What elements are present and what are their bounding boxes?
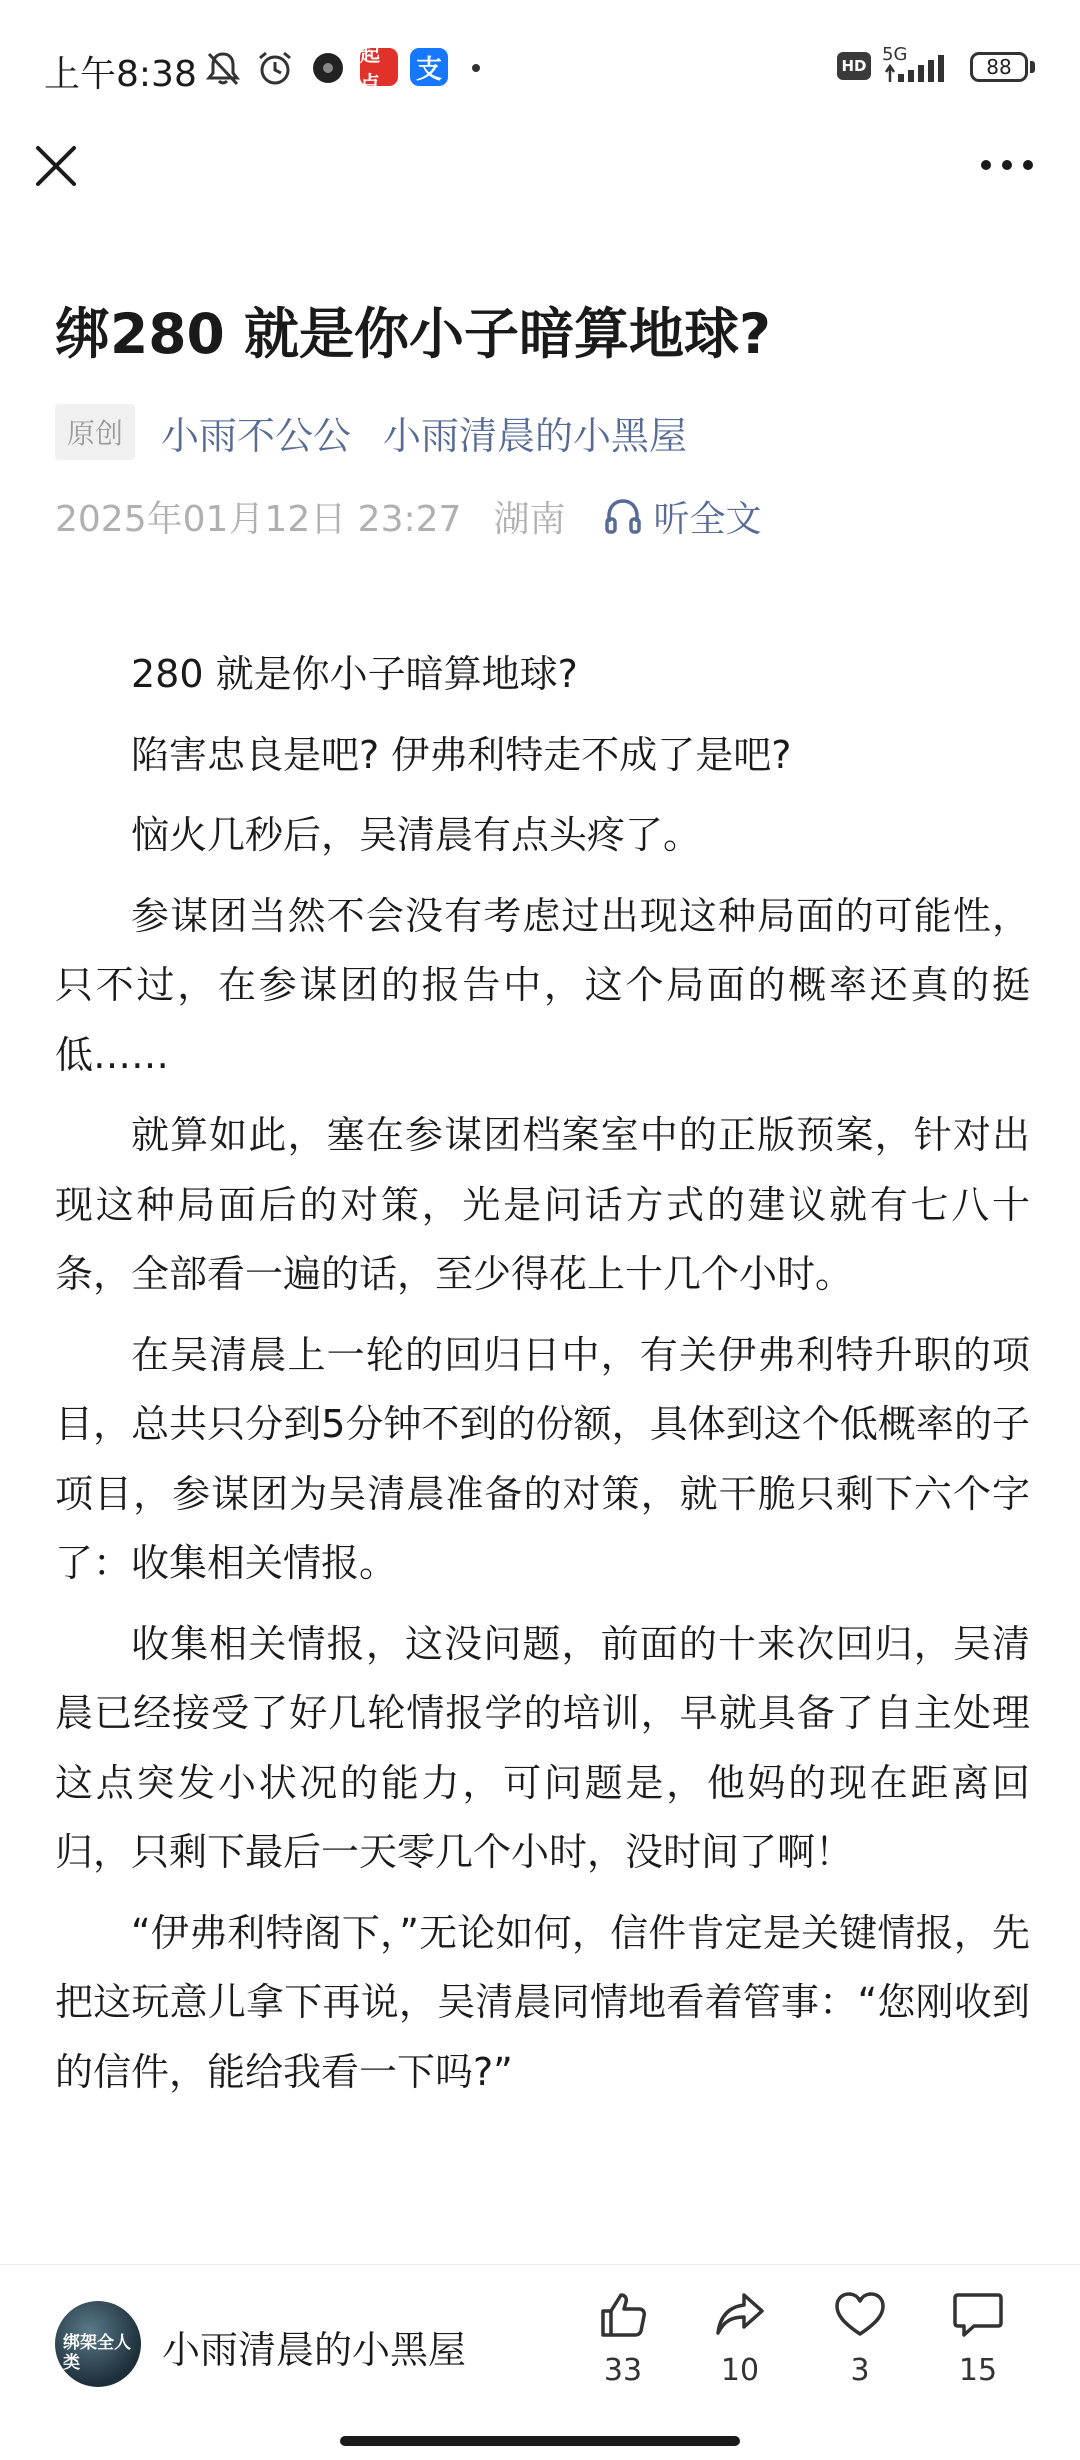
article-paragraph: 在吴清晨上一轮的回归日中，有关伊弗利特升职的项目，总共只分到5分钟不到的份额，具体到这个低概率的子项目，参谋团为吴清晨准备的对策，就干脆只剩下六个字了：收集相关情报。 <box>55 1332 1030 1585</box>
more-notifications-dot <box>472 64 480 72</box>
home-indicator[interactable] <box>340 2436 740 2446</box>
favorite-count: 3 <box>850 2353 870 2388</box>
favorite-button[interactable] <box>820 2287 900 2388</box>
article-meta <box>55 404 719 460</box>
original-tag: 原创 <box>55 404 135 460</box>
article-paragraph: 参谋团当然不会没有考虑过出现这种局面的可能性，只不过，在参谋团的报告中，这个局面的概率还真的挺低…… <box>55 893 1030 1077</box>
close-icon[interactable] <box>30 140 82 192</box>
comment-count: 15 <box>958 2353 998 2388</box>
status-time: 上午8:38 <box>44 54 197 95</box>
status-bar <box>0 0 1080 140</box>
network-type: 5G <box>882 44 908 65</box>
article-body <box>55 640 1030 2252</box>
account-link[interactable]: 小雨清晨的小黑屋 <box>383 413 688 458</box>
like-count: 33 <box>603 2353 643 2388</box>
more-options-icon[interactable] <box>980 150 1034 180</box>
like-button[interactable] <box>583 2287 663 2388</box>
article-date-row <box>55 488 761 544</box>
listen-label: 听全文 <box>653 498 762 540</box>
share-count: 10 <box>720 2353 760 2388</box>
article-title: 绑280 就是你小子暗算地球? <box>55 302 771 366</box>
article-paragraph: “伊弗利特阁下，”无论如何，信件肯定是关键情报，先把这玩意儿拿下再说，吴清晨同情地看着管事：“您刚收到的信件，能给我看一下吗?” <box>55 1910 1030 2094</box>
publish-datetime: 2025年01月12日 23:27 <box>55 498 462 540</box>
hd-icon: HD <box>837 52 871 80</box>
signal-bars-icon <box>884 52 960 84</box>
battery-indicator: 88 <box>970 52 1028 82</box>
app-dark-circle-icon <box>308 48 348 88</box>
article-paragraph: 收集相关情报，这没问题，前面的十来次回归，吴清晨已经接受了好几轮情报学的培训，早就具备了自主处理这点突发小状况的能力，可问题是，他妈的现在距离回归，只剩下最后一天零几个小时，没时间了啊！ <box>55 1621 1030 1874</box>
comment-icon <box>950 2287 1006 2343</box>
qidian-app-icon: 起点 <box>360 48 398 86</box>
article-paragraph: 陷害忠良是吧? 伊弗利特走不成了是吧? <box>131 732 792 777</box>
share-button[interactable] <box>700 2287 780 2388</box>
bottom-account-name[interactable]: 小雨清晨的小黑屋 <box>162 2328 467 2372</box>
article-paragraph: 280 就是你小子暗算地球? <box>131 652 578 696</box>
alipay-app-icon: 支 <box>410 48 448 86</box>
publish-location: 湖南 <box>493 498 566 540</box>
bottom-action-bar <box>0 2264 1080 2414</box>
article-paragraph: 就算如此，塞在参谋团档案室中的正版预案，针对出现这种局面后的对策，光是问话方式的建议就有七八十条，全部看一遍的话，至少得花上十几个小时。 <box>55 1113 1030 1296</box>
alarm-clock-icon <box>255 48 295 88</box>
comment-button[interactable] <box>938 2287 1018 2388</box>
listen-button[interactable] <box>603 491 761 542</box>
heart-icon <box>832 2287 888 2343</box>
avatar-text: 绑架全人类 <box>63 2333 131 2373</box>
thumbs-up-icon <box>595 2287 651 2343</box>
battery-cap <box>1030 61 1035 73</box>
account-avatar[interactable] <box>55 2301 141 2387</box>
share-icon <box>712 2287 768 2343</box>
mute-bell-icon <box>203 48 243 88</box>
article-paragraph: 恼火几秒后，吴清晨有点头疼了。 <box>131 813 702 857</box>
author-link[interactable]: 小雨不公公 <box>161 413 352 458</box>
headphones-icon <box>603 496 643 536</box>
